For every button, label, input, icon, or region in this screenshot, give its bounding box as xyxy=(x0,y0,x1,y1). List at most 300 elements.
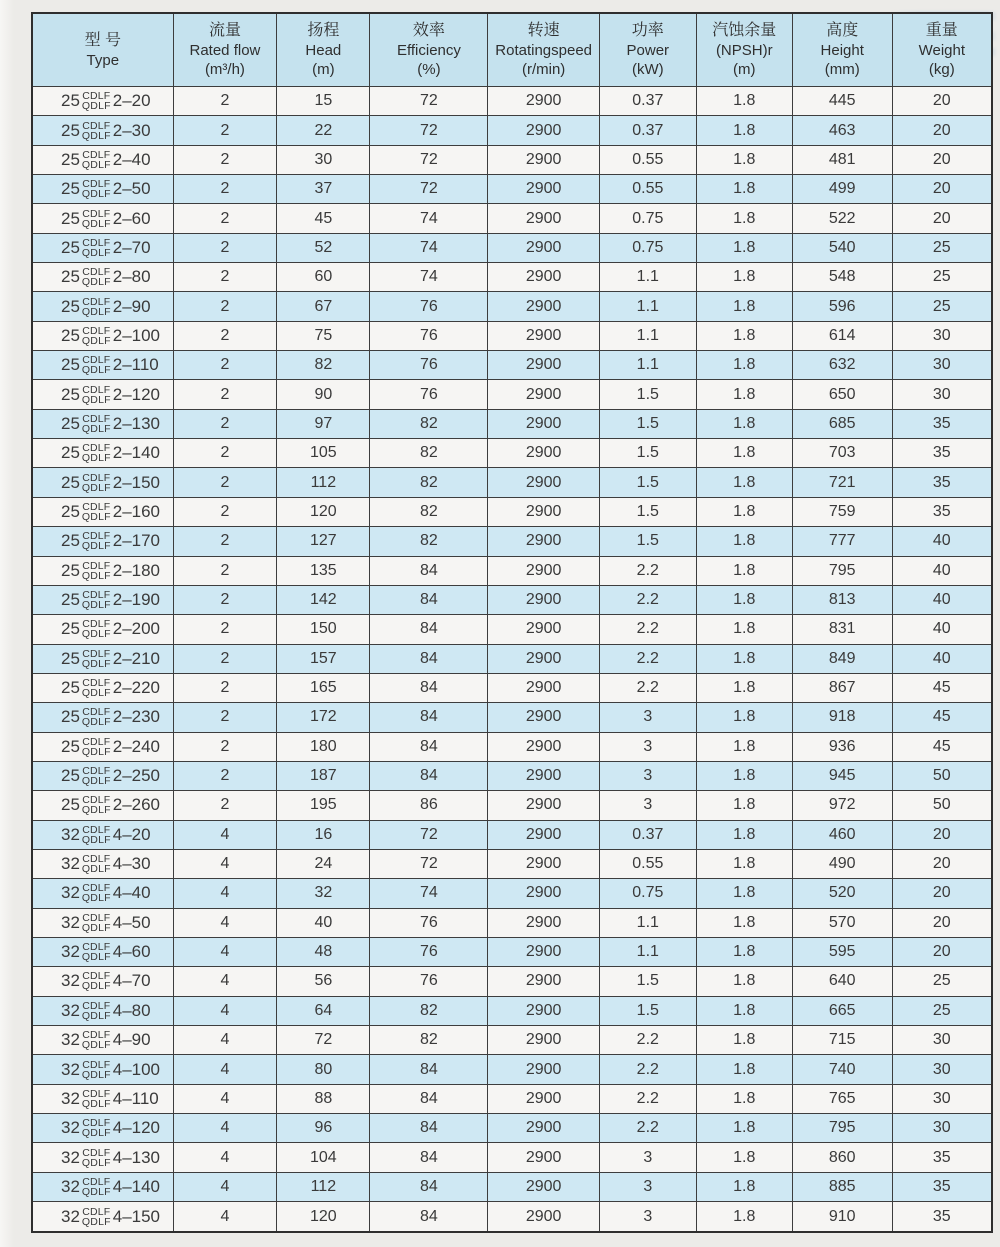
model-size: 32 xyxy=(61,1088,80,1108)
cell-npsh: 1.8 xyxy=(696,1026,792,1055)
cell-speed: 2900 xyxy=(488,116,599,145)
cell-weight: 40 xyxy=(892,527,992,556)
col-header-type xyxy=(32,13,173,87)
model-size: 25 xyxy=(61,267,80,287)
cell-height: 481 xyxy=(792,145,892,174)
cell-flow: 2 xyxy=(173,292,277,321)
model-series xyxy=(82,561,111,581)
model-size: 32 xyxy=(61,912,80,932)
col-header-npsh-en: (NPSH)r xyxy=(715,42,773,59)
cell-height: 640 xyxy=(792,967,892,996)
cell-height: 885 xyxy=(792,1172,892,1201)
cell-type xyxy=(32,468,173,497)
cell-npsh: 1.8 xyxy=(696,937,792,966)
model-series-line: CDLF xyxy=(82,794,111,807)
model-size: 25 xyxy=(61,91,80,111)
cell-type xyxy=(32,820,173,849)
model-series-line: QDLF xyxy=(81,775,111,788)
cell-efficiency: 72 xyxy=(370,175,488,204)
cell-weight: 20 xyxy=(892,87,992,116)
cell-head: 97 xyxy=(277,409,370,438)
cell-height: 596 xyxy=(792,292,892,321)
cell-flow: 2 xyxy=(173,175,277,204)
cell-type xyxy=(32,879,173,908)
cell-type xyxy=(32,673,173,702)
model-series-line: CDLF xyxy=(82,970,111,983)
model-series-line: CDLF xyxy=(82,1175,111,1188)
model-series-line: CDLF xyxy=(82,266,111,279)
pump-model xyxy=(33,737,173,757)
table-row xyxy=(32,1084,992,1113)
cell-type xyxy=(32,615,173,644)
cell-npsh: 1.8 xyxy=(696,497,792,526)
cell-height: 721 xyxy=(792,468,892,497)
cell-power: 1.1 xyxy=(599,908,696,937)
cell-power: 1.1 xyxy=(599,321,696,350)
cell-flow: 2 xyxy=(173,791,277,820)
cell-flow: 4 xyxy=(173,879,277,908)
cell-height: 595 xyxy=(792,937,892,966)
model-stages: 2–180 xyxy=(112,560,161,580)
cell-flow: 2 xyxy=(173,703,277,732)
cell-npsh: 1.8 xyxy=(696,263,792,292)
cell-speed: 2900 xyxy=(488,204,599,233)
model-series-line: CDLF xyxy=(82,618,111,631)
pump-model xyxy=(33,883,173,903)
cell-efficiency: 84 xyxy=(370,1172,488,1201)
model-size: 25 xyxy=(61,795,80,815)
cell-type xyxy=(32,937,173,966)
cell-weight: 35 xyxy=(892,497,992,526)
model-series xyxy=(82,473,111,493)
cell-height: 650 xyxy=(792,380,892,409)
col-header-hgt-unit: (mm) xyxy=(824,61,860,78)
model-series xyxy=(82,795,111,815)
pump-model xyxy=(33,150,173,170)
pump-model xyxy=(33,121,173,141)
table-row xyxy=(32,556,992,585)
col-header-head-en: Head xyxy=(305,42,342,59)
model-series-line: CDLF xyxy=(82,324,111,337)
col-header-power xyxy=(599,13,696,87)
cell-weight: 35 xyxy=(892,409,992,438)
cell-speed: 2900 xyxy=(488,1114,599,1143)
cell-height: 540 xyxy=(792,233,892,262)
model-size: 25 xyxy=(61,501,80,521)
model-stages: 4–120 xyxy=(112,1118,161,1138)
cell-flow: 2 xyxy=(173,233,277,262)
model-series-line: QDLF xyxy=(81,804,111,817)
cell-npsh: 1.8 xyxy=(696,556,792,585)
cell-efficiency: 84 xyxy=(370,1143,488,1172)
pump-model xyxy=(33,590,173,610)
cell-efficiency: 76 xyxy=(370,321,488,350)
cell-npsh: 1.8 xyxy=(696,967,792,996)
cell-npsh: 1.8 xyxy=(696,321,792,350)
model-stages: 4–100 xyxy=(112,1059,161,1079)
cell-npsh: 1.8 xyxy=(696,380,792,409)
cell-type xyxy=(32,967,173,996)
cell-head: 45 xyxy=(277,204,370,233)
model-size: 25 xyxy=(61,208,80,228)
cell-flow: 2 xyxy=(173,673,277,702)
cell-flow: 2 xyxy=(173,321,277,350)
cell-flow: 4 xyxy=(173,967,277,996)
cell-head: 15 xyxy=(277,87,370,116)
cell-power: 1.5 xyxy=(599,527,696,556)
cell-npsh: 1.8 xyxy=(696,820,792,849)
cell-speed: 2900 xyxy=(488,409,599,438)
model-series xyxy=(82,385,111,405)
cell-npsh: 1.8 xyxy=(696,87,792,116)
pump-model xyxy=(33,707,173,727)
cell-height: 795 xyxy=(792,1114,892,1143)
cell-speed: 2900 xyxy=(488,497,599,526)
model-series xyxy=(82,121,111,141)
cell-flow: 2 xyxy=(173,615,277,644)
model-series-line: CDLF xyxy=(82,765,111,778)
model-series-line: QDLF xyxy=(81,1185,111,1198)
cell-flow: 2 xyxy=(173,585,277,614)
cell-height: 860 xyxy=(792,1143,892,1172)
model-size: 25 xyxy=(61,413,80,433)
cell-weight: 30 xyxy=(892,1026,992,1055)
cell-power: 1.5 xyxy=(599,380,696,409)
cell-flow: 2 xyxy=(173,439,277,468)
cell-flow: 2 xyxy=(173,468,277,497)
model-size: 25 xyxy=(61,443,80,463)
model-series-line: CDLF xyxy=(82,911,111,924)
cell-speed: 2900 xyxy=(488,703,599,732)
col-header-speed-unit: (r/min) xyxy=(521,61,566,78)
cell-power: 1.5 xyxy=(599,967,696,996)
cell-flow: 4 xyxy=(173,1172,277,1201)
cell-weight: 40 xyxy=(892,585,992,614)
cell-height: 715 xyxy=(792,1026,892,1055)
model-stages: 2–130 xyxy=(112,413,161,433)
cell-power: 1.5 xyxy=(599,497,696,526)
cell-speed: 2900 xyxy=(488,1143,599,1172)
cell-head: 120 xyxy=(277,1202,370,1232)
model-stages: 2–140 xyxy=(112,443,161,463)
pump-model xyxy=(33,1148,173,1168)
cell-head: 180 xyxy=(277,732,370,761)
table-row xyxy=(32,967,992,996)
cell-npsh: 1.8 xyxy=(696,673,792,702)
cell-efficiency: 72 xyxy=(370,116,488,145)
cell-head: 64 xyxy=(277,996,370,1025)
model-series xyxy=(82,355,111,375)
cell-npsh: 1.8 xyxy=(696,175,792,204)
col-header-type-en: Type xyxy=(86,51,120,69)
cell-speed: 2900 xyxy=(488,145,599,174)
cell-weight: 35 xyxy=(892,1202,992,1232)
cell-height: 849 xyxy=(792,644,892,673)
model-stages: 2–150 xyxy=(112,472,161,492)
cell-speed: 2900 xyxy=(488,1084,599,1113)
table-row xyxy=(32,791,992,820)
cell-height: 795 xyxy=(792,556,892,585)
pump-model xyxy=(33,267,173,287)
cell-weight: 20 xyxy=(892,849,992,878)
model-series-line: QDLF xyxy=(81,745,111,758)
model-series-line: QDLF xyxy=(81,980,111,993)
cell-head: 105 xyxy=(277,439,370,468)
cell-weight: 25 xyxy=(892,292,992,321)
model-stages: 2–170 xyxy=(112,531,161,551)
cell-speed: 2900 xyxy=(488,321,599,350)
model-series-line: CDLF xyxy=(82,1146,111,1159)
model-stages: 2–110 xyxy=(112,355,159,375)
cell-weight: 35 xyxy=(892,439,992,468)
cell-power: 3 xyxy=(599,761,696,790)
model-size: 25 xyxy=(61,736,80,756)
model-series-line: CDLF xyxy=(82,735,111,748)
col-header-speed-en: Rotatingspeed xyxy=(495,42,593,59)
model-series-line: QDLF xyxy=(81,364,111,377)
cell-weight: 20 xyxy=(892,116,992,145)
cell-power: 0.55 xyxy=(599,849,696,878)
cell-efficiency: 84 xyxy=(370,1114,488,1143)
cell-height: 520 xyxy=(792,879,892,908)
model-series-line: QDLF xyxy=(81,540,111,553)
cell-flow: 4 xyxy=(173,908,277,937)
table-row xyxy=(32,145,992,174)
model-size: 25 xyxy=(61,472,80,492)
model-series xyxy=(82,238,111,258)
cell-weight: 45 xyxy=(892,703,992,732)
pump-model xyxy=(33,473,173,493)
cell-height: 490 xyxy=(792,849,892,878)
cell-height: 765 xyxy=(792,1084,892,1113)
cell-speed: 2900 xyxy=(488,673,599,702)
cell-power: 0.37 xyxy=(599,820,696,849)
model-size: 32 xyxy=(61,883,80,903)
cell-type xyxy=(32,585,173,614)
cell-power: 1.5 xyxy=(599,409,696,438)
cell-flow: 2 xyxy=(173,87,277,116)
model-series xyxy=(82,825,111,845)
cell-npsh: 1.8 xyxy=(696,468,792,497)
cell-power: 0.55 xyxy=(599,175,696,204)
cell-weight: 45 xyxy=(892,673,992,702)
cell-npsh: 1.8 xyxy=(696,1055,792,1084)
model-series xyxy=(82,913,111,933)
cell-npsh: 1.8 xyxy=(696,791,792,820)
model-series-line: CDLF xyxy=(82,1205,111,1218)
col-header-power-zh: 功率 xyxy=(631,22,664,39)
model-series-line: QDLF xyxy=(81,334,111,347)
cell-height: 499 xyxy=(792,175,892,204)
col-header-wgt xyxy=(892,13,992,87)
cell-efficiency: 84 xyxy=(370,732,488,761)
cell-speed: 2900 xyxy=(488,644,599,673)
table-row xyxy=(32,468,992,497)
cell-power: 1.5 xyxy=(599,468,696,497)
cell-weight: 20 xyxy=(892,204,992,233)
model-series xyxy=(82,443,111,463)
model-series-line: QDLF xyxy=(81,863,111,876)
model-series xyxy=(82,91,111,111)
cell-efficiency: 82 xyxy=(370,409,488,438)
cell-efficiency: 82 xyxy=(370,527,488,556)
pump-model xyxy=(33,942,173,962)
model-size: 25 xyxy=(61,296,80,316)
model-series-line: QDLF xyxy=(81,1215,111,1228)
model-stages: 2–50 xyxy=(112,179,151,199)
table-row xyxy=(32,849,992,878)
model-series-line: QDLF xyxy=(81,569,111,582)
table-row xyxy=(32,175,992,204)
cell-type xyxy=(32,908,173,937)
model-series-line: CDLF xyxy=(82,178,111,191)
cell-head: 37 xyxy=(277,175,370,204)
cell-npsh: 1.8 xyxy=(696,1084,792,1113)
model-series-line: QDLF xyxy=(81,1039,111,1052)
model-size: 25 xyxy=(61,179,80,199)
table-row xyxy=(32,409,992,438)
model-series xyxy=(82,1060,111,1080)
cell-height: 831 xyxy=(792,615,892,644)
table-row xyxy=(32,908,992,937)
model-stages: 2–40 xyxy=(112,149,151,169)
model-series xyxy=(82,854,111,874)
pump-model xyxy=(33,561,173,581)
model-series-line: QDLF xyxy=(81,1156,111,1169)
model-size: 32 xyxy=(61,1118,80,1138)
col-header-npsh xyxy=(696,13,792,87)
model-series xyxy=(82,971,111,991)
table-header-row xyxy=(32,13,992,87)
model-series-line: QDLF xyxy=(81,599,111,612)
cell-efficiency: 72 xyxy=(370,849,488,878)
cell-type xyxy=(32,1055,173,1084)
cell-efficiency: 84 xyxy=(370,761,488,790)
model-size: 25 xyxy=(61,384,80,404)
cell-weight: 35 xyxy=(892,1143,992,1172)
cell-speed: 2900 xyxy=(488,761,599,790)
model-series xyxy=(82,766,111,786)
cell-weight: 30 xyxy=(892,1114,992,1143)
model-series-line: CDLF xyxy=(82,207,111,220)
cell-height: 632 xyxy=(792,351,892,380)
pump-model xyxy=(33,1001,173,1021)
table-row xyxy=(32,380,992,409)
cell-type xyxy=(32,175,173,204)
cell-flow: 2 xyxy=(173,380,277,409)
cell-weight: 20 xyxy=(892,820,992,849)
cell-npsh: 1.8 xyxy=(696,879,792,908)
model-stages: 2–80 xyxy=(112,267,151,287)
pump-model xyxy=(33,766,173,786)
cell-npsh: 1.8 xyxy=(696,1114,792,1143)
col-header-speed xyxy=(488,13,599,87)
model-size: 25 xyxy=(61,120,80,140)
table-row xyxy=(32,644,992,673)
col-header-head-unit: (m) xyxy=(312,61,335,78)
model-series xyxy=(82,590,111,610)
cell-efficiency: 84 xyxy=(370,1084,488,1113)
model-series xyxy=(82,502,111,522)
model-series-line: QDLF xyxy=(81,393,111,406)
cell-head: 142 xyxy=(277,585,370,614)
model-size: 25 xyxy=(61,707,80,727)
model-stages: 2–190 xyxy=(112,590,161,610)
cell-npsh: 1.8 xyxy=(696,585,792,614)
model-size: 25 xyxy=(61,766,80,786)
model-stages: 4–140 xyxy=(112,1176,161,1196)
model-size: 32 xyxy=(61,1030,80,1050)
cell-power: 2.2 xyxy=(599,1055,696,1084)
cell-power: 2.2 xyxy=(599,1084,696,1113)
cell-efficiency: 84 xyxy=(370,615,488,644)
model-series-line: CDLF xyxy=(82,295,111,308)
model-series-line: QDLF xyxy=(81,158,111,171)
model-series-line: CDLF xyxy=(82,236,111,249)
cell-head: 22 xyxy=(277,116,370,145)
model-series-line: QDLF xyxy=(81,188,111,201)
cell-speed: 2900 xyxy=(488,967,599,996)
cell-power: 3 xyxy=(599,1172,696,1201)
cell-head: 52 xyxy=(277,233,370,262)
pump-model xyxy=(33,179,173,199)
cell-flow: 2 xyxy=(173,527,277,556)
cell-efficiency: 76 xyxy=(370,967,488,996)
model-series-line: QDLF xyxy=(81,1097,111,1110)
model-series-line: CDLF xyxy=(82,677,111,690)
model-size: 32 xyxy=(61,854,80,874)
cell-head: 150 xyxy=(277,615,370,644)
cell-speed: 2900 xyxy=(488,791,599,820)
cell-flow: 2 xyxy=(173,204,277,233)
cell-type xyxy=(32,233,173,262)
model-series xyxy=(82,1030,111,1050)
cell-head: 172 xyxy=(277,703,370,732)
cell-weight: 30 xyxy=(892,1084,992,1113)
col-header-flow-unit: (m³/h) xyxy=(204,61,245,78)
model-series xyxy=(82,326,111,346)
pump-model xyxy=(33,502,173,522)
col-header-flow-en: Rated flow xyxy=(189,42,261,59)
pump-model xyxy=(33,531,173,551)
pump-model xyxy=(33,1060,173,1080)
cell-type xyxy=(32,1084,173,1113)
cell-power: 1.5 xyxy=(599,996,696,1025)
cell-height: 936 xyxy=(792,732,892,761)
cell-power: 2.2 xyxy=(599,1026,696,1055)
cell-power: 2.2 xyxy=(599,644,696,673)
cell-height: 972 xyxy=(792,791,892,820)
pump-model xyxy=(33,326,173,346)
cell-power: 0.75 xyxy=(599,233,696,262)
cell-height: 918 xyxy=(792,703,892,732)
pump-model xyxy=(33,91,173,111)
model-stages: 2–60 xyxy=(112,208,151,228)
cell-head: 112 xyxy=(277,468,370,497)
cell-speed: 2900 xyxy=(488,468,599,497)
cell-npsh: 1.8 xyxy=(696,908,792,937)
cell-npsh: 1.8 xyxy=(696,1202,792,1232)
model-size: 32 xyxy=(61,971,80,991)
model-series xyxy=(82,1089,111,1109)
model-series-line: CDLF xyxy=(82,148,111,161)
cell-power: 3 xyxy=(599,1202,696,1232)
cell-type xyxy=(32,1143,173,1172)
cell-head: 90 xyxy=(277,380,370,409)
model-stages: 2–220 xyxy=(112,678,161,698)
col-header-head-zh: 扬程 xyxy=(307,22,340,39)
cell-height: 685 xyxy=(792,409,892,438)
